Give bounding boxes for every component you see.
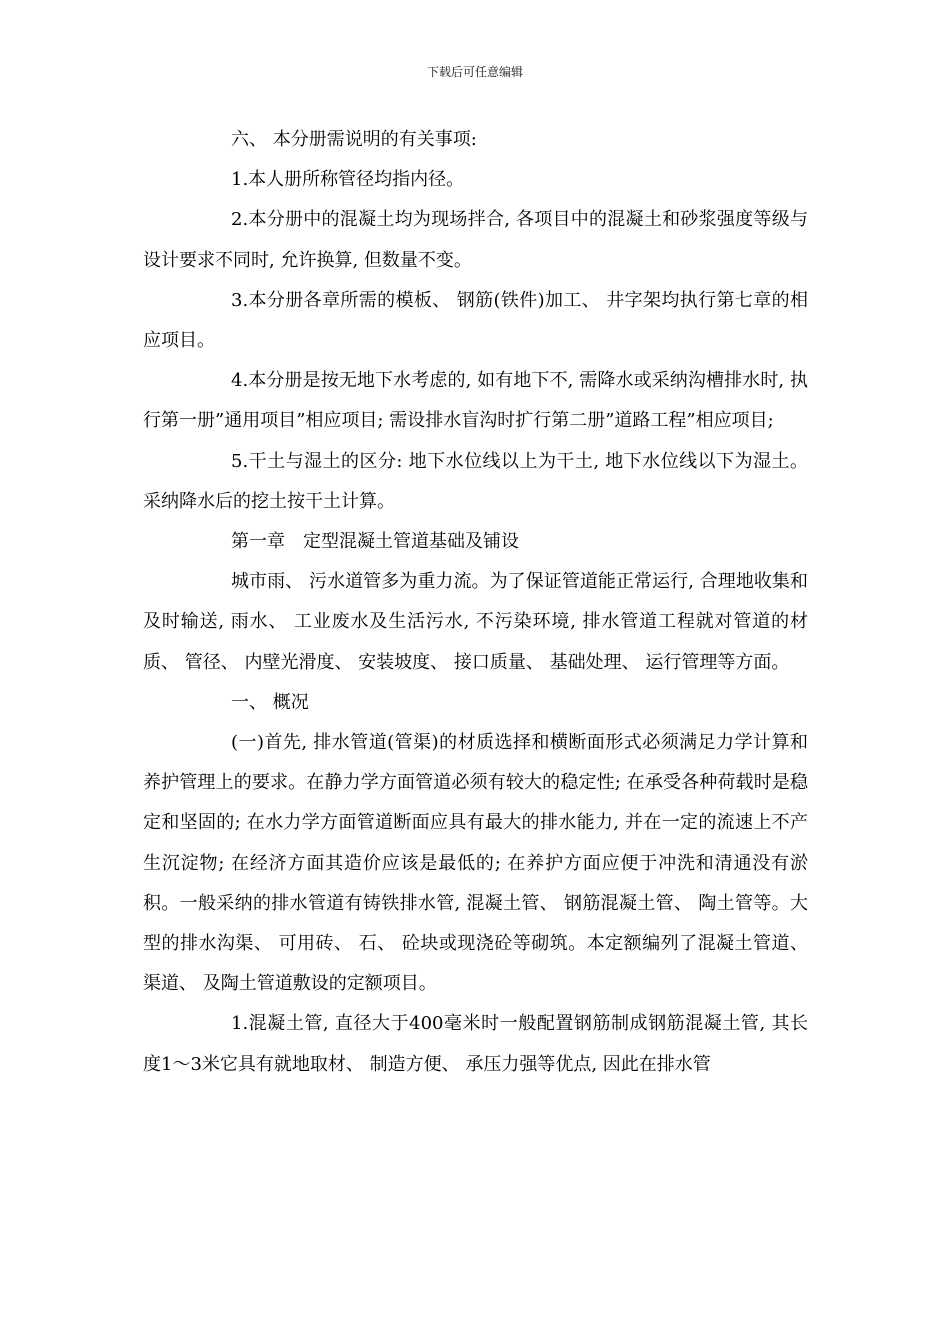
paragraph-concrete-pipe: 1.混凝土管, 直径大于400毫米时一般配置钢筋制成钢筋混凝土管, 其长度1～3米它具有就地取材、 制造方便、 承压力强等优点, 因此在排水管 [143, 1013, 808, 1075]
paragraph-overview-1: (一)首先, 排水管道(管渠)的材质选择和横断面形式必须满足力学计算和养护管理上的要求。在静力学方面管道必须有较大的稳定性; 在承受各种荷载时是稳定和坚固的; 在水力学方面管道断面应具有最大的排水能力, 并在一定的流速上不产生沉淀物; 在经济方面其造价应该是最低的; 在养护方面应便于冲洗和清通没有淤积。一般采纳的排水管道有铸铁排水管, 混凝土管、 钢筋混凝土管、 陶土管等。大型的排水沟渠、 可用砖、 石、 砼块或现浇砼等砌筑。本定额编列了混凝土管道、 渠道、 及陶土管道敷设的定额项目。 [143, 732, 808, 995]
paragraph-item-1: 1.本人册所称管径均指内径。 [231, 169, 465, 191]
paragraph-item-4: 4.本分册是按无地下水考虑的, 如有地下不, 需降水或采纳沟槽排水时, 执行第一册”通用项目”相应项目; 需设排水盲沟时扩行第二册”道路工程”相应项目; [143, 370, 808, 432]
page-header-note: 下载后可任意编辑 [426, 65, 523, 79]
document-body [143, 120, 808, 1085]
paragraph-intro: 城市雨、 污水道管多为重力流。为了保证管道能正常运行, 合理地收集和及时输送, 雨水、 工业废水及生活污水, 不污染环境, 排水管道工程就对管道的材质、 管径、 内壁光滑度、 安装坡度、 接口质量、 基础处理、 运行管理等方面。 [143, 571, 808, 673]
chapter-one-title: 第一章 定型混凝土管道基础及铺设 [231, 531, 519, 553]
paragraph-section-six-heading: 六、 本分册需说明的有关事项: [231, 129, 477, 150]
paragraph-item-2: 2.本分册中的混凝土均为现场拌合, 各项目中的混凝土和砂浆强度等级与设计要求不同时, 允许换算, 但数量不变。 [143, 209, 808, 271]
paragraph-item-3: 3.本分册各章所需的模板、 钢筋(铁件)加工、 井字架均执行第七章的相应项目。 [143, 289, 808, 352]
section-overview-heading: 一、 概况 [231, 691, 309, 713]
paragraph-item-5: 5.干土与湿土的区分: 地下水位线以上为干土, 地下水位线以下为湿土。采纳降水后的挖土按干土计算。 [143, 450, 808, 512]
